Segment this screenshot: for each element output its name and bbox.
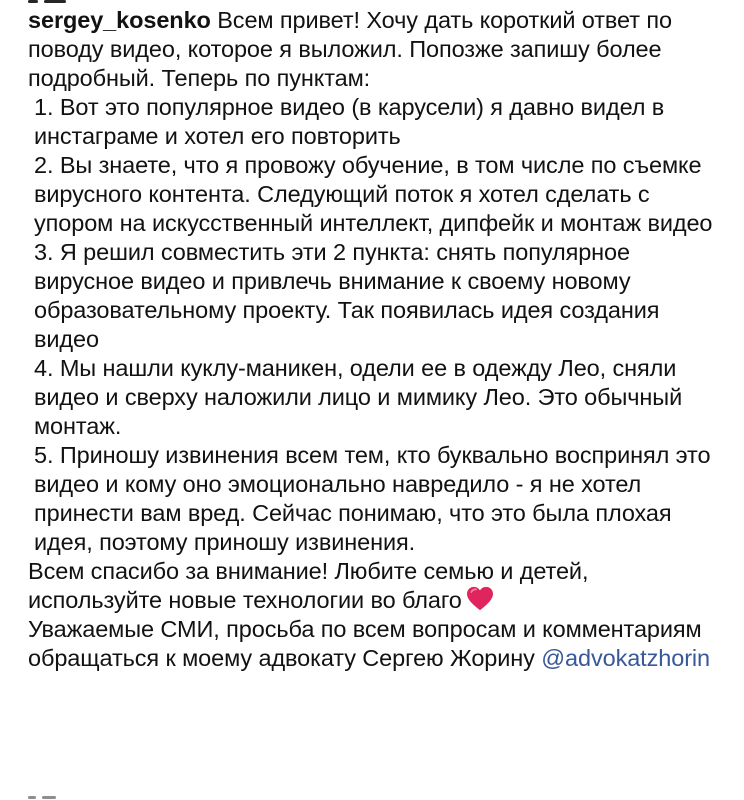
cropped-mark bbox=[28, 796, 36, 799]
list-item-2: 2. Вы знаете, что я провожу обучение, в том числе по съемке вирусного контента. Следующий поток я хотел сделать с упором на искусственный интеллект, дипфейк и монтаж видео bbox=[34, 152, 713, 236]
media-request-text: Уважаемые СМИ, просьба по всем вопросам и комментариям обращаться к моему адвокату Сергею Жорину bbox=[28, 616, 702, 671]
lawyer-mention-link[interactable]: @advokatzhorin bbox=[541, 645, 711, 671]
bottom-cropped-row bbox=[28, 796, 68, 800]
list-item-5: 5. Приношу извинения всем тем, кто буквально воспринял это видео и кому оно эмоционально навредило - я не хотел принести вам вред. Сейчас понимаю, что это была плохая идея, поэтому приношу извинения. bbox=[34, 442, 711, 555]
cropped-mark bbox=[44, 0, 66, 3]
top-cropped-row bbox=[28, 0, 98, 4]
cropped-mark bbox=[42, 796, 56, 799]
thanks-paragraph bbox=[28, 557, 718, 615]
thanks-text: Всем спасибо за внимание! Любите семью и детей, используйте новые технологии во благо bbox=[28, 558, 589, 613]
post-caption bbox=[28, 6, 718, 673]
list-item-3: 3. Я решил совместить эти 2 пункта: снять популярное вирусное видео и привлечь внимание к своему новому образовательному проекту. Так появилась идея создания видео bbox=[34, 239, 660, 352]
list-item-4: 4. Мы нашли куклу-маникен, одели ее в одежду Лео, сняли видео и сверху наложили лицо и мимику Лео. Это обычный монтаж. bbox=[34, 355, 683, 439]
media-paragraph bbox=[28, 615, 718, 673]
caption-intro bbox=[28, 6, 718, 93]
cropped-mark bbox=[28, 0, 38, 3]
heart-icon bbox=[466, 586, 494, 612]
intro-text: Всем привет! Хочу дать короткий ответ по поводу видео, которое я выложил. Попозже запишу более подробный. Теперь по пунктам: bbox=[28, 7, 672, 91]
username-link[interactable]: sergey_kosenko bbox=[28, 7, 211, 33]
list-item-1: 1. Вот это популярное видео (в карусели) я давно видел в инстаграме и хотел его повторить bbox=[34, 94, 665, 149]
